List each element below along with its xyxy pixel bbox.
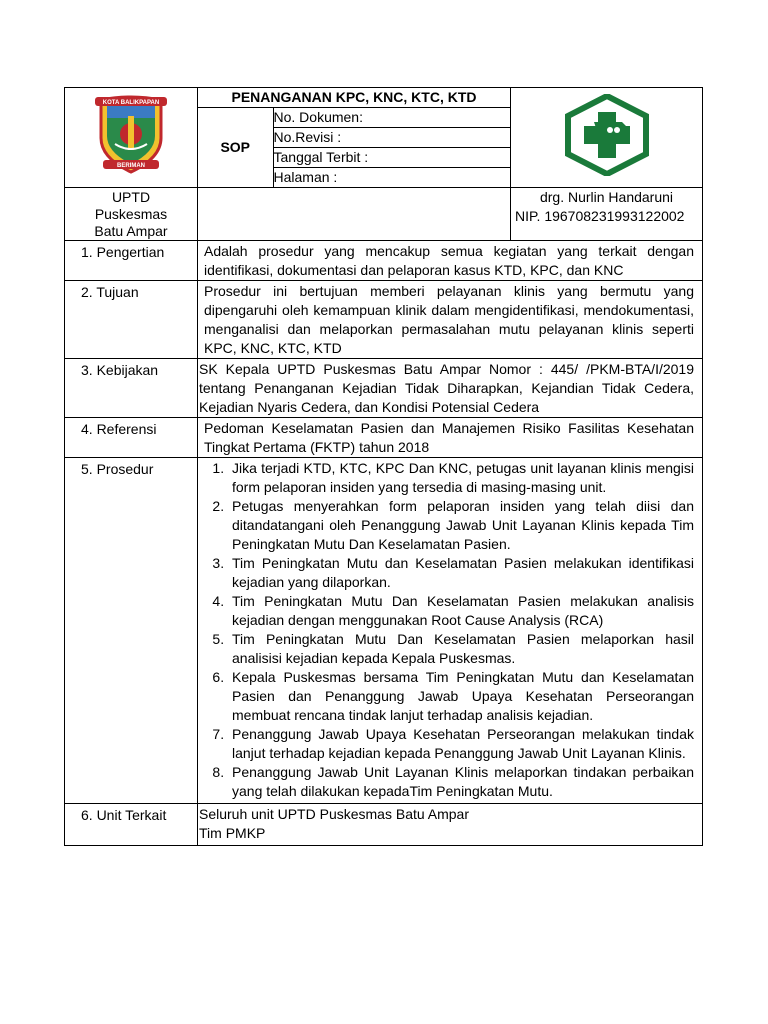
document-title: PENANGANAN KPC, KNC, KTC, KTD [198, 88, 510, 108]
section-label-unit-terkait: 6. Unit Terkait [65, 804, 198, 846]
org-line-2: Puskesmas [94, 206, 168, 222]
procedure-step: 6. Kepala Puskesmas bersama Tim Peningkatan Mutu dan Keselamatan Pasien dan Penanggung Jawab Upaya Kesehatan Perseorangan membuat rencana tindak lanjut terhadap analisis kejadian. [228, 668, 694, 725]
field-no-dokumen: No. Dokumen: [273, 108, 510, 128]
org-cell [65, 188, 198, 241]
puskesmas-logo-cell [511, 88, 703, 188]
sop-label: SOP [198, 108, 273, 188]
puskesmas-logo-icon [564, 94, 650, 176]
city-logo-cell [65, 88, 198, 188]
procedure-step: 5. Tim Peningkatan Mutu Dan Keselamatan Pasien melaporkan hasil analisisi kejadian kepada Kepala Puskesmas. [228, 630, 694, 668]
header-grid [198, 88, 510, 187]
sop-document [64, 87, 702, 846]
section-text-unit-terkait [198, 804, 703, 846]
procedure-step: 4. Tim Peningkatan Mutu Dan Keselamatan Pasien melakukan analisis kejadian dengan menggunakan Root Cause Analysis (RCA) [228, 592, 694, 630]
org-line-1: UPTD [111, 189, 151, 205]
section-label-referensi: 4. Referensi [65, 418, 198, 458]
empty-signature-space [198, 188, 511, 241]
signer-cell [511, 188, 703, 241]
procedure-step: 8. Penanggung Jawab Unit Layanan Klinis melaporkan tindakan perbaikan yang telah dilakukan kepadaTim Peningkatan Mutu. [228, 763, 694, 801]
section-label-tujuan: 2. Tujuan [65, 281, 198, 359]
procedure-step: 1. Jika terjadi KTD, KTC, KPC Dan KNC, petugas unit layanan klinis mengisi form pelaporan insiden yang tersedia di masing-masing unit. [228, 459, 694, 497]
header-center [198, 88, 511, 188]
unit-line: Seluruh unit UPTD Puskesmas Batu Ampar [199, 806, 470, 822]
city-emblem-icon [93, 94, 169, 176]
procedure-step: 2. Petugas menyerahkan form pelaporan insiden yang telah diisi dan ditandatangani oleh Penanggung Jawab Unit Layanan Klinis kepada Tim Peningkatan Mutu Dan Keselamatan Pasien. [228, 497, 694, 554]
field-no-revisi: No.Revisi : [273, 128, 510, 148]
section-label-prosedur: 5. Prosedur [65, 458, 198, 804]
field-halaman: Halaman : [273, 168, 510, 188]
logo-ribbon-top: KOTA BALIKPAPAN [102, 100, 160, 106]
section-text-pengertian: Adalah prosedur yang mencakup semua kegiatan yang terkait dengan identifikasi, dokumentasi dan pelaporan kasus KTD, KPC, dan KNC [198, 241, 703, 281]
field-tanggal-terbit: Tanggal Terbit : [273, 148, 510, 168]
section-steps-prosedur [198, 458, 703, 804]
section-text-kebijakan: SK Kepala UPTD Puskesmas Batu Ampar Nomor : 445/ /PKM-BTA/I/2019 tentang Penanganan Kejadian Tidak Diharapkan, Kejandian Tidak Cedera, Kejadian Nyaris Cedera, dan Kondisi Potensial Cedera [198, 359, 703, 418]
section-text-tujuan: Prosedur ini bertujuan memberi pelayanan klinis yang bermutu yang dipengaruhi oleh kemampuan klinik dalam mengidentifikasi, mendokumentasi, menganalisi dan melaporkan permasalahan mutu pelayanan klinis seperti KPC, KNC, KTC, KTD [198, 281, 703, 359]
signer-name: drg. Nurlin Handaruni [539, 189, 674, 205]
unit-line: Tim PMKP [199, 825, 266, 841]
section-label-kebijakan: 3. Kebijakan [65, 359, 198, 418]
logo-ribbon-bottom: BERIMAN [117, 163, 145, 169]
procedure-step: 3. Tim Peningkatan Mutu dan Keselamatan Pasien melakukan identifikasi kejadian yang dilaporkan. [228, 554, 694, 592]
sop-table [64, 87, 703, 846]
procedure-list [204, 459, 694, 801]
signer-nip: NIP. 196708231993122002 [515, 208, 685, 224]
org-line-3: Batu Ampar [94, 223, 168, 239]
procedure-step: 7. Penanggung Jawab Upaya Kesehatan Perseorangan melakukan tindak lanjut terhadap kejadian kepada Penanggung Jawab Unit Layanan Klinis. [228, 725, 694, 763]
section-text-referensi: Pedoman Keselamatan Pasien dan Manajemen Risiko Fasilitas Kesehatan Tingkat Pertama (FKTP) tahun 2018 [198, 418, 703, 458]
section-label-pengertian: 1. Pengertian [65, 241, 198, 281]
